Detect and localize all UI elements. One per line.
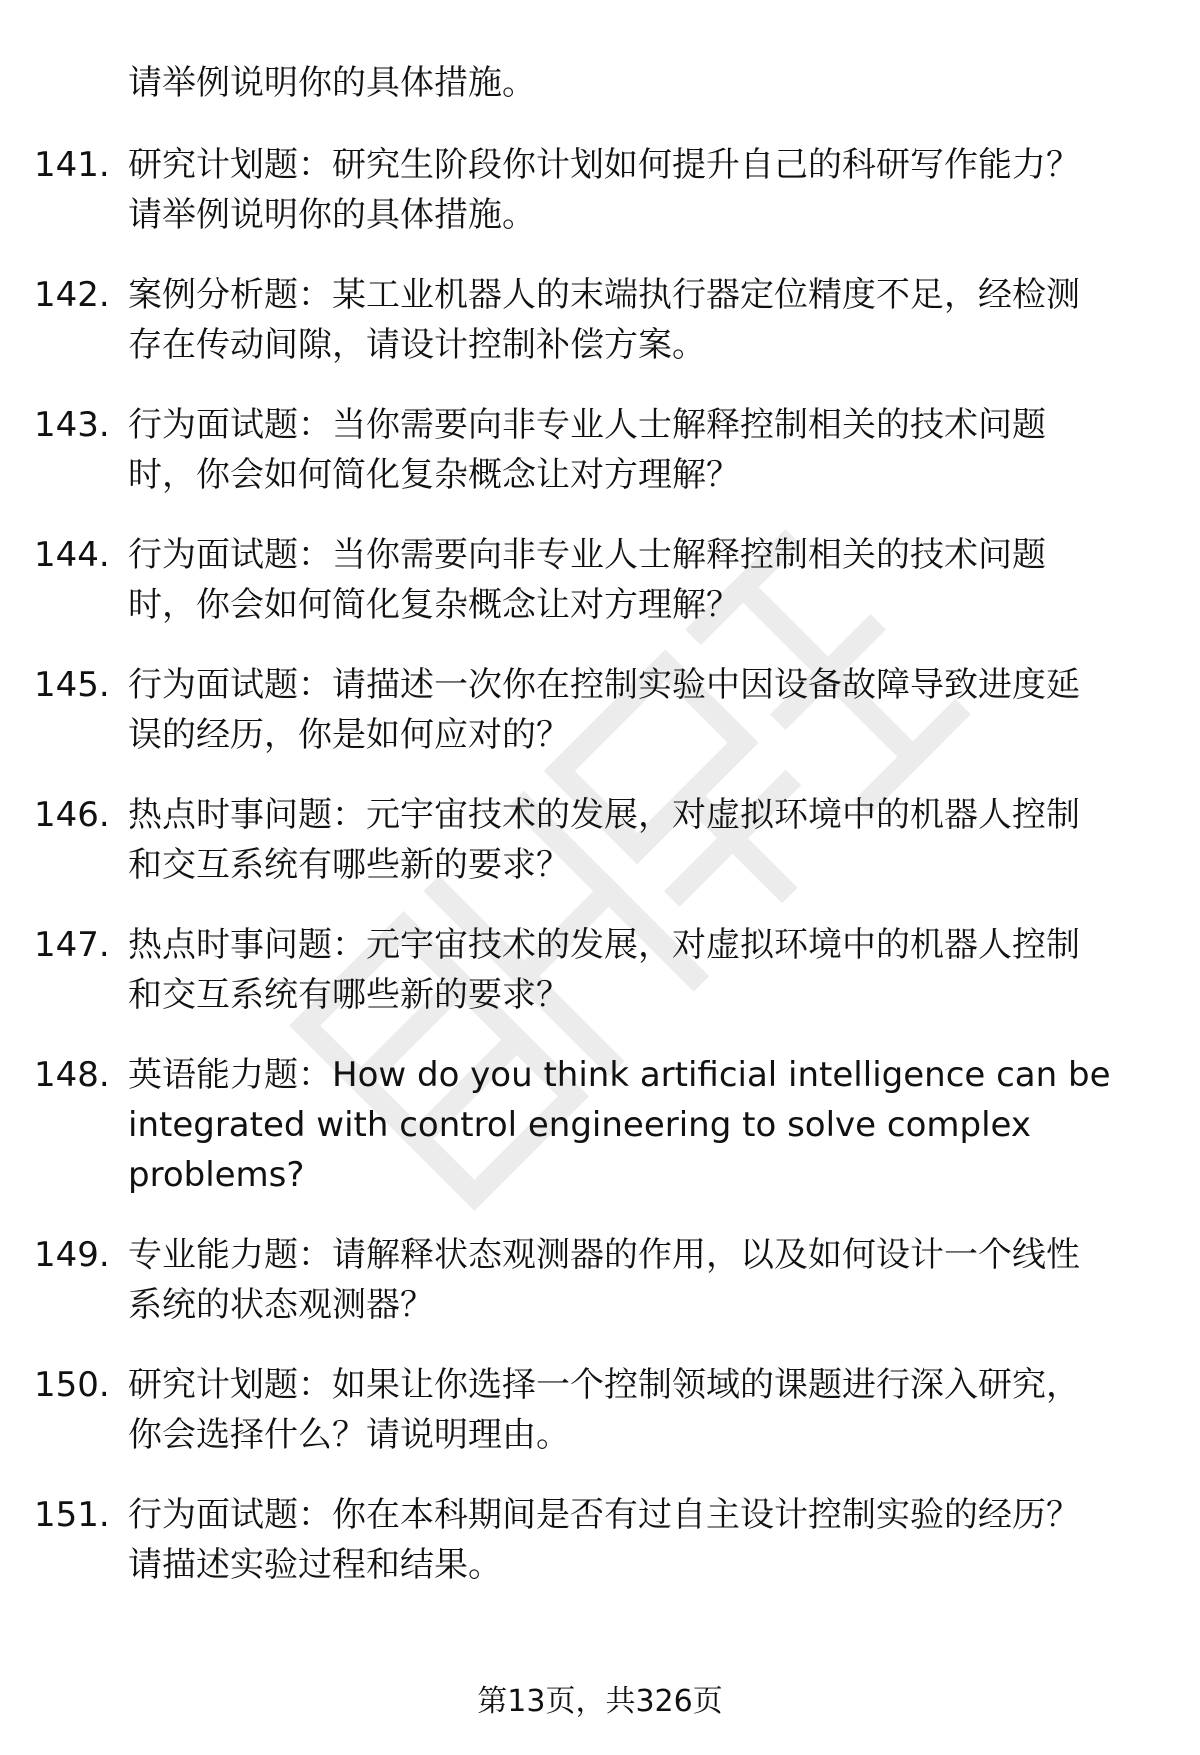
question-line: 误的经历，你是如何应对的？ xyxy=(128,715,570,755)
question-item xyxy=(0,270,1200,400)
question-line: integrated with control engineering to solve complex xyxy=(128,1105,1031,1145)
question-item xyxy=(0,1050,1200,1230)
question-item xyxy=(0,920,1200,1050)
question-line: 系统的状态观测器？ xyxy=(128,1285,434,1325)
question-line: 行为面试题：请描述一次你在控制实验中因设备故障导致进度延 xyxy=(128,665,1080,705)
question-line: 案例分析题：某工业机器人的末端执行器定位精度不足，经检测 xyxy=(128,275,1080,315)
question-line: 时，你会如何简化复杂概念让对方理解？ xyxy=(128,585,740,625)
question-number: 144. xyxy=(34,535,110,575)
question-number: 151. xyxy=(34,1495,110,1535)
question-line: 英语能力题：How do you think artificial intelligence can be xyxy=(128,1055,1111,1095)
question-number: 145. xyxy=(34,665,110,705)
question-number: 149. xyxy=(34,1235,110,1275)
question-number: 142. xyxy=(34,275,110,315)
question-text xyxy=(128,1490,1163,1590)
question-text xyxy=(128,270,1163,370)
question-item xyxy=(0,400,1200,530)
question-text xyxy=(128,660,1163,760)
question-text xyxy=(128,1230,1163,1330)
question-text xyxy=(128,920,1163,1020)
question-line: 行为面试题：当你需要向非专业人士解释控制相关的技术问题 xyxy=(128,405,1046,445)
question-line: 你会选择什么？请说明理由。 xyxy=(128,1415,570,1455)
question-item xyxy=(0,140,1200,270)
question-line: 热点时事问题：元宇宙技术的发展，对虚拟环境中的机器人控制 xyxy=(128,795,1080,835)
question-text xyxy=(128,530,1163,630)
question-text xyxy=(128,400,1163,500)
question-item xyxy=(0,660,1200,790)
question-line: 行为面试题：你在本科期间是否有过自主设计控制实验的经历？ xyxy=(128,1495,1080,1535)
question-line: 和交互系统有哪些新的要求？ xyxy=(128,845,570,885)
question-line: 专业能力题：请解释状态观测器的作用，以及如何设计一个线性 xyxy=(128,1235,1080,1275)
question-text xyxy=(128,790,1163,890)
question-item xyxy=(0,530,1200,660)
question-line: 请描述实验过程和结果。 xyxy=(128,1545,502,1585)
question-item xyxy=(0,790,1200,920)
question-text xyxy=(128,140,1163,240)
question-line: problems? xyxy=(128,1155,305,1195)
question-line: 存在传动间隙，请设计控制补偿方案。 xyxy=(128,325,706,365)
question-number: 147. xyxy=(34,925,110,965)
question-number: 148. xyxy=(34,1055,110,1095)
question-list xyxy=(0,140,1200,1620)
question-number: 143. xyxy=(34,405,110,445)
question-text xyxy=(128,1050,1163,1200)
question-line: 研究计划题：研究生阶段你计划如何提升自己的科研写作能力？ xyxy=(128,145,1080,185)
question-number: 141. xyxy=(34,145,110,185)
question-line: 和交互系统有哪些新的要求？ xyxy=(128,975,570,1015)
question-item xyxy=(0,1360,1200,1490)
question-line: 热点时事问题：元宇宙技术的发展，对虚拟环境中的机器人控制 xyxy=(128,925,1080,965)
question-line: 时，你会如何简化复杂概念让对方理解？ xyxy=(128,455,740,495)
page-footer: 第13页，共326页 xyxy=(477,1684,723,1719)
question-line: 请举例说明你的具体措施。 xyxy=(128,195,536,235)
question-number: 146. xyxy=(34,795,110,835)
question-item xyxy=(0,1490,1200,1620)
question-item xyxy=(0,1230,1200,1360)
question-line: 行为面试题：当你需要向非专业人士解释控制相关的技术问题 xyxy=(128,535,1046,575)
question-line: 研究计划题：如果让你选择一个控制领域的课题进行深入研究， xyxy=(128,1365,1080,1405)
question-number: 150. xyxy=(34,1365,110,1405)
question-text xyxy=(128,1360,1163,1460)
continuation-line: 请举例说明你的具体措施。 xyxy=(128,63,536,103)
